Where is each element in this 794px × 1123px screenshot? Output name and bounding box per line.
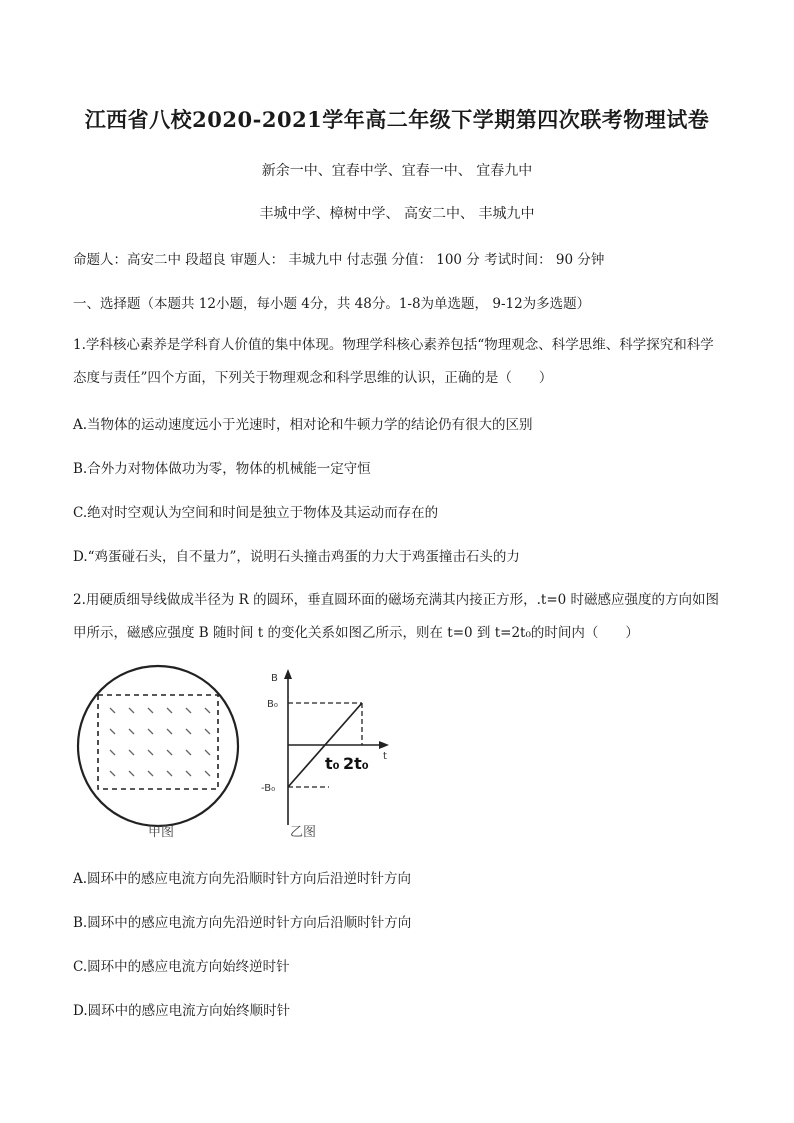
magnetic-field-markers	[110, 708, 210, 776]
question-1-option-d: D.“鸡蛋碰石头，自不量力”，说明石头撞击鸡蛋的力大于鸡蛋撞击石头的力	[73, 549, 520, 565]
field-marker	[110, 750, 115, 755]
field-marker	[110, 708, 115, 713]
field-marker	[148, 771, 153, 776]
field-marker	[167, 729, 172, 734]
figure-yi-caption: 乙图	[290, 825, 317, 840]
field-marker	[129, 750, 134, 755]
t0-label: t₀	[325, 754, 340, 773]
field-marker	[205, 750, 210, 755]
y-axis-arrow	[284, 669, 292, 679]
figure-jia-caption: 甲图	[148, 825, 175, 840]
exam-title: 江西省八校2020-2021学年高二年级下学期第四次联考物理试卷	[84, 107, 710, 132]
schools-line-2: 丰城中学、樟树中学、 高安二中、 丰城九中	[259, 206, 535, 222]
field-marker	[186, 750, 191, 755]
neg-b0-label: -B₀	[261, 783, 276, 794]
question-2-option-c: C.圆环中的感应电流方向始终逆时针	[73, 959, 290, 975]
x-axis-arrow	[379, 741, 389, 749]
schools-line-1: 新余一中、宜春中学、宜春一中、 宜春九中	[261, 163, 533, 179]
b0-label: B₀	[267, 699, 278, 710]
question-1-option-c: C.绝对时空观认为空间和时间是独立于物体及其运动而存在的	[73, 505, 439, 521]
2t0-label: 2t₀	[343, 754, 369, 773]
field-marker	[148, 729, 153, 734]
field-marker	[110, 771, 115, 776]
ring-circle	[78, 666, 238, 826]
x-axis-label: t	[383, 751, 387, 762]
question-1-option-b: B.合外力对物体做功为零，物体的机械能一定守恒	[73, 461, 371, 477]
figure-jia	[70, 660, 250, 840]
field-marker	[167, 750, 172, 755]
field-marker	[205, 729, 210, 734]
field-marker	[110, 729, 115, 734]
field-marker	[129, 708, 134, 713]
field-marker	[148, 750, 153, 755]
field-marker	[186, 708, 191, 713]
question-2-option-b: B.圆环中的感应电流方向先沿逆时针方向后沿顺时针方向	[73, 915, 412, 931]
y-axis-label: B	[271, 673, 278, 684]
section-heading: 一、选择题（本题共 12小题，每小题 4分，共 48分。1-8为单选题， 9-12为多选题）	[73, 296, 591, 312]
field-marker	[186, 729, 191, 734]
field-marker	[205, 771, 210, 776]
field-marker	[148, 708, 153, 713]
field-marker	[129, 729, 134, 734]
question-2-option-d: D.圆环中的感应电流方向始终顺时针	[73, 1003, 291, 1019]
field-marker	[205, 708, 210, 713]
question-2-option-a: A.圆环中的感应电流方向先沿顺时针方向后沿逆时针方向	[73, 871, 412, 887]
field-marker	[167, 771, 172, 776]
figure-yi	[255, 665, 405, 840]
field-square	[98, 695, 218, 789]
field-marker	[129, 771, 134, 776]
question-2-stem: 2.用硬质细导线做成半径为 R 的圆环，垂直圆环面的磁场充满其内接正方形，.t=0 时磁感应强度的方向如图甲所示，磁感应强度 B 随时间 t 的变化关系如图乙所示，则在 t=0 到 t=2t₀的时间内（ ）	[73, 592, 720, 641]
question-1-option-a: A.当物体的运动速度远小于光速时，相对论和牛顿力学的结论仍有很大的区别	[73, 417, 533, 433]
field-marker	[186, 771, 191, 776]
exam-info-line: 命题人：高安二中 段超良 审题人： 丰城九中 付志强 分值： 100 分 考试时间： 90 分钟	[73, 252, 605, 268]
field-marker	[167, 708, 172, 713]
question-1-stem: 1.学科核心素养是学科育人价值的集中体现。物理学科核心素养包括“物理观念、科学思维、科学探究和科学态度与责任”四个方面，下列关于物理观念和科学思维的认识，正确的是（ ）	[73, 337, 714, 386]
